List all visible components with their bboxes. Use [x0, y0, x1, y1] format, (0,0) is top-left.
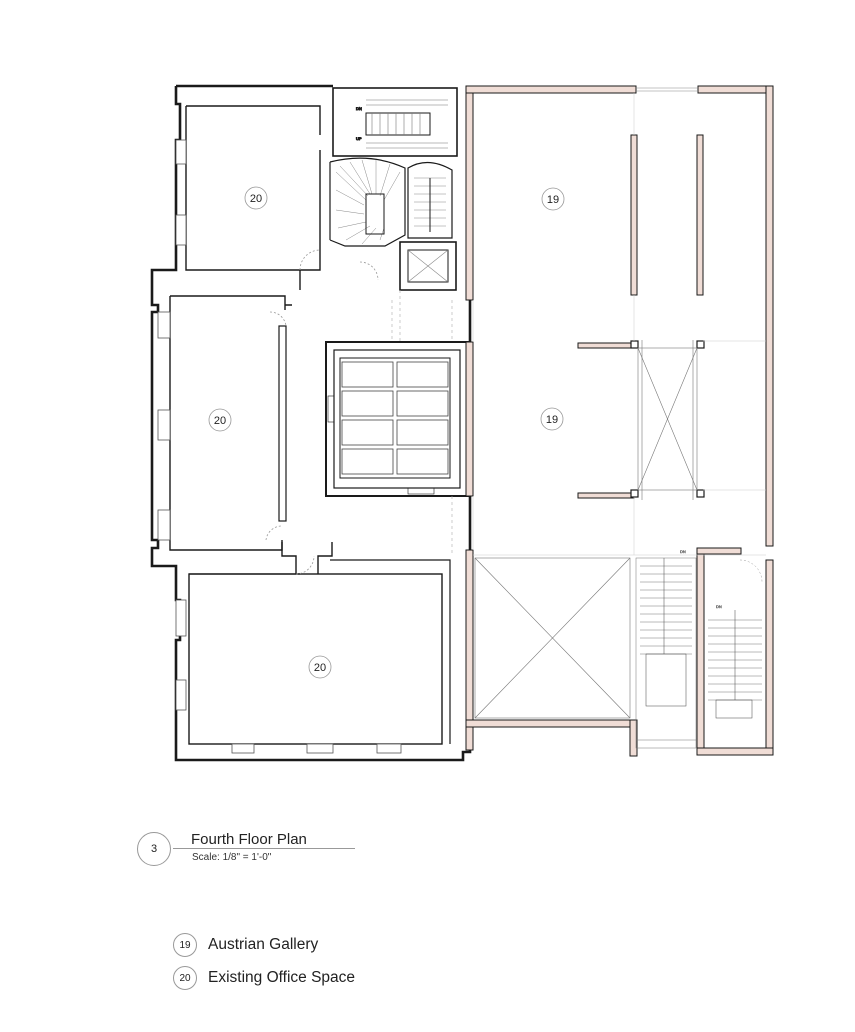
door-swing — [266, 526, 282, 540]
window — [176, 215, 186, 245]
room-number: 19 — [546, 194, 560, 206]
stair-east-wall — [766, 560, 773, 754]
room-number: 20 — [249, 193, 263, 205]
atrium-grille — [408, 488, 434, 494]
gallery-north-wall-right — [698, 86, 772, 93]
gallery-east-wall — [766, 86, 773, 546]
lower-divider — [282, 542, 332, 574]
gallery-west-wall-upper — [466, 88, 473, 300]
room-middle-left-walls — [170, 296, 292, 550]
stair-tag: DN — [680, 549, 686, 554]
west-windows — [158, 140, 186, 710]
window — [377, 744, 401, 753]
legend-item — [173, 932, 318, 958]
stair-tag: DN — [716, 604, 722, 609]
stair-tag: DN — [356, 106, 362, 111]
drawing-title: Fourth Floor Plan — [191, 831, 307, 848]
exterior-wall — [152, 86, 470, 760]
spiral-stair-walls — [330, 158, 405, 246]
door-swings — [266, 250, 378, 574]
gallery-walls — [466, 86, 773, 756]
legend-number: 20 — [173, 966, 197, 990]
elevator-x — [408, 250, 448, 282]
window — [158, 510, 170, 540]
display-wall — [578, 493, 634, 498]
legend-number: 19 — [173, 933, 197, 957]
exit-stair — [708, 560, 762, 718]
gallery-west-wall-middle — [466, 342, 473, 496]
legend-label: Existing Office Space — [208, 969, 356, 986]
title-underline — [173, 848, 355, 849]
gallery-south-wall — [466, 720, 636, 727]
lower-void — [475, 558, 630, 718]
spiral-stair — [330, 158, 405, 246]
atrium — [326, 342, 468, 496]
door-swing — [270, 312, 286, 326]
gallery-guide-lines — [473, 93, 766, 555]
atrium-grille — [328, 396, 334, 422]
stair-south-wall — [697, 748, 773, 755]
door-swing — [300, 250, 320, 270]
door-swing — [360, 262, 378, 280]
gallery-north-wall-left — [466, 86, 636, 93]
window — [158, 410, 170, 440]
drawing-scale: Scale: 1/8" = 1'-0" — [192, 852, 272, 863]
window — [232, 744, 254, 753]
stair-tag: UP — [356, 136, 362, 141]
skylight-panes — [342, 362, 448, 474]
legend-item — [173, 965, 355, 991]
legend-label: Austrian Gallery — [208, 936, 319, 953]
circulation-lines — [392, 290, 452, 556]
window — [176, 680, 186, 710]
corridor-walls — [189, 560, 450, 744]
elevator — [400, 242, 456, 290]
gallery-void — [638, 340, 697, 500]
small-stair — [408, 162, 452, 238]
window — [176, 600, 186, 636]
window — [307, 744, 333, 753]
room-number: 20 — [313, 662, 327, 674]
drawing-title-block — [137, 827, 367, 872]
display-wall — [697, 135, 703, 295]
window — [158, 312, 170, 338]
stair-treads — [366, 100, 448, 148]
room-tags — [209, 187, 564, 678]
display-wall — [578, 343, 634, 348]
north-stair — [333, 88, 457, 156]
room-number: 20 — [213, 415, 227, 427]
stair-west-wall — [697, 550, 704, 754]
stair-core — [366, 113, 430, 135]
spiral-stair-treads — [336, 160, 400, 244]
gallery-stair — [636, 549, 696, 748]
window — [176, 140, 186, 164]
skylight-frame — [340, 358, 450, 478]
stair-enclosure — [333, 88, 457, 156]
spiral-stair-core — [366, 194, 384, 234]
drawing-number: 3 — [137, 832, 171, 866]
partition-wall — [279, 326, 286, 521]
room-number: 19 — [545, 414, 559, 426]
north-glazing — [636, 88, 698, 91]
south-windows — [232, 744, 401, 753]
stair-north-wall — [697, 548, 741, 554]
existing-building-walls — [152, 86, 470, 760]
door-swing — [296, 556, 314, 574]
display-wall — [631, 135, 637, 295]
